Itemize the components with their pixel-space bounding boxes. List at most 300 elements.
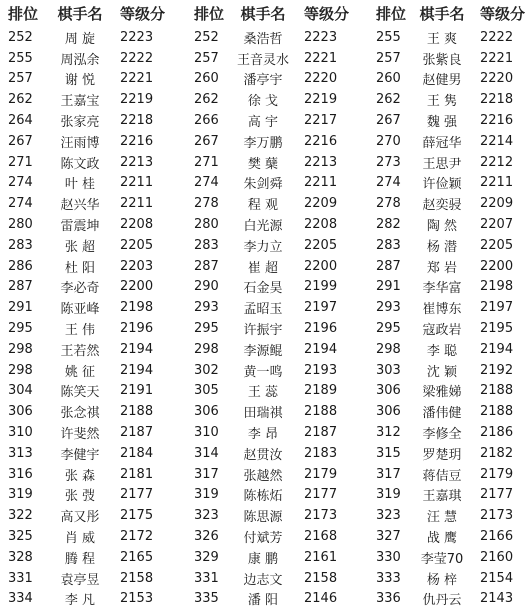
rank-cell: 310	[8, 425, 33, 441]
rating-cell: 2193	[304, 362, 338, 378]
rank-cell: 328	[8, 549, 33, 565]
rating-cell: 2188	[480, 383, 514, 399]
table-row	[370, 256, 532, 277]
table-row	[370, 568, 532, 589]
player-cell: 陈思源	[243, 510, 283, 526]
rating-cell: 2191	[120, 383, 154, 399]
rank-cell: 327	[376, 529, 401, 545]
player-cell: 王 爽	[426, 31, 458, 47]
rating-cell: 2209	[304, 196, 338, 212]
player-cell: 沈 颖	[426, 364, 458, 380]
table-row	[0, 297, 186, 318]
rank-cell: 319	[194, 487, 219, 503]
rating-cell: 2166	[480, 529, 514, 545]
rank-cell: 325	[8, 529, 33, 545]
rank-cell: 255	[8, 50, 33, 66]
table-row	[0, 568, 186, 589]
rating-cell: 2182	[480, 445, 514, 461]
rating-cell: 2165	[120, 549, 154, 565]
rating-cell: 2207	[480, 217, 514, 233]
player-cell: 张越然	[243, 468, 283, 484]
rank-cell: 304	[8, 383, 33, 399]
table-row	[370, 443, 532, 464]
rank-cell: 313	[8, 445, 33, 461]
rating-cell: 2209	[480, 196, 514, 212]
rank-cell: 331	[194, 570, 219, 586]
rank-cell: 319	[376, 487, 401, 503]
rating-cell: 2179	[480, 466, 514, 482]
table-row	[370, 193, 532, 214]
table-row	[186, 110, 370, 131]
table-row	[186, 69, 370, 90]
player-cell: 王 蕊	[247, 385, 279, 401]
rating-cell: 2221	[304, 50, 338, 66]
table-row	[370, 360, 532, 381]
player-cell: 梁雅娣	[422, 385, 462, 401]
rating-cell: 2173	[480, 508, 514, 524]
table-row	[186, 339, 370, 360]
rank-cell: 273	[376, 154, 401, 170]
table-row	[370, 173, 532, 194]
rating-cell: 2196	[120, 321, 154, 337]
player-cell: 周泓余	[60, 52, 100, 68]
rank-cell: 331	[8, 570, 33, 586]
rank-cell: 287	[8, 279, 33, 295]
rank-cell: 298	[376, 341, 401, 357]
rank-cell: 262	[8, 92, 33, 108]
player-cell: 徐 戈	[247, 94, 279, 110]
rating-cell: 2205	[480, 237, 514, 253]
rank-cell: 282	[376, 217, 401, 233]
table-row	[186, 89, 370, 110]
player-cell: 杨 潜	[426, 239, 458, 255]
rank-cell: 317	[194, 466, 219, 482]
table-row	[370, 69, 532, 90]
player-cell: 李力立	[243, 239, 283, 255]
player-cell: 李莹70	[420, 551, 464, 567]
rating-cell: 2211	[304, 175, 338, 191]
table-row	[370, 277, 532, 298]
rating-cell: 2211	[480, 175, 514, 191]
rating-cell: 2222	[480, 29, 514, 45]
rank-cell: 329	[194, 549, 219, 565]
rating-cell: 2197	[480, 300, 514, 316]
rank-cell: 291	[8, 300, 33, 316]
header-rating: 等级分	[304, 5, 350, 23]
table-row	[0, 547, 186, 568]
table-row	[370, 152, 532, 173]
table-row	[370, 381, 532, 402]
player-cell: 陈栋炻	[243, 489, 283, 505]
table-row	[370, 89, 532, 110]
rank-cell: 310	[194, 425, 219, 441]
rating-cell: 2172	[120, 529, 154, 545]
table-row	[186, 443, 370, 464]
rank-cell: 290	[194, 279, 219, 295]
player-cell: 陈笑天	[60, 385, 100, 401]
table-row	[186, 27, 370, 48]
table-row	[0, 131, 186, 152]
table-row	[186, 131, 370, 152]
player-cell: 樊 蘖	[247, 156, 279, 172]
rank-cell: 257	[8, 71, 33, 87]
rank-cell: 291	[376, 279, 401, 295]
player-cell: 李 凡	[64, 593, 96, 609]
rating-cell: 2146	[304, 591, 338, 607]
rank-cell: 302	[194, 362, 219, 378]
rating-cell: 2194	[304, 341, 338, 357]
table-row	[186, 277, 370, 298]
rank-cell: 278	[376, 196, 401, 212]
rank-cell: 334	[8, 591, 33, 607]
player-cell: 李 聪	[426, 343, 458, 359]
rank-cell: 283	[8, 237, 33, 253]
rating-cell: 2203	[120, 258, 154, 274]
rating-cell: 2213	[120, 154, 154, 170]
rating-cell: 2220	[304, 71, 338, 87]
table-row	[370, 131, 532, 152]
table-row	[0, 193, 186, 214]
table-row	[186, 173, 370, 194]
table-row	[0, 27, 186, 48]
rank-cell: 335	[194, 591, 219, 607]
header-row	[186, 0, 370, 27]
rating-cell: 2187	[304, 425, 338, 441]
rank-cell: 312	[376, 425, 401, 441]
player-cell: 赵奕骎	[422, 198, 462, 214]
rank-cell: 306	[8, 404, 33, 420]
rank-cell: 303	[376, 362, 401, 378]
player-cell: 战 鹰	[426, 531, 458, 547]
player-cell: 高又彤	[60, 510, 100, 526]
player-cell: 李万鹏	[243, 135, 283, 151]
table-row	[0, 381, 186, 402]
table-row	[0, 152, 186, 173]
table-row	[186, 193, 370, 214]
table-row	[370, 235, 532, 256]
player-cell: 魏 强	[426, 115, 458, 131]
header-player: 棋手名	[419, 5, 465, 23]
player-cell: 许斐然	[60, 427, 100, 443]
table-row	[0, 464, 186, 485]
rating-cell: 2173	[304, 508, 338, 524]
rating-cell: 2177	[304, 487, 338, 503]
player-cell: 肖 威	[64, 531, 96, 547]
table-row	[0, 401, 186, 422]
table-block-1	[0, 0, 186, 609]
rating-cell: 2183	[304, 445, 338, 461]
rating-cell: 2160	[480, 549, 514, 565]
rank-cell: 270	[376, 133, 401, 149]
rating-cell: 2200	[480, 258, 514, 274]
rank-cell: 295	[376, 321, 401, 337]
rank-cell: 293	[194, 300, 219, 316]
table-row	[0, 173, 186, 194]
player-cell: 桑浩哲	[243, 31, 283, 47]
player-cell: 赵健男	[422, 73, 462, 89]
rank-cell: 298	[8, 341, 33, 357]
player-cell: 白光源	[243, 219, 283, 235]
rank-cell: 271	[194, 154, 219, 170]
rating-cell: 2205	[304, 237, 338, 253]
player-cell: 雷震坤	[60, 219, 100, 235]
player-cell: 赵兴华	[60, 198, 100, 214]
table-row	[0, 505, 186, 526]
header-row	[370, 0, 532, 27]
table-block-3	[370, 0, 532, 609]
player-cell: 王思尹	[422, 156, 462, 172]
rating-cell: 2217	[304, 113, 338, 129]
rank-cell: 283	[376, 237, 401, 253]
rating-cell: 2208	[120, 217, 154, 233]
player-cell: 黄一鸣	[243, 364, 283, 380]
rating-cell: 2216	[120, 133, 154, 149]
rating-cell: 2194	[120, 362, 154, 378]
table-row	[370, 485, 532, 506]
rating-cell: 2199	[304, 279, 338, 295]
player-cell: 王嘉宝	[60, 94, 100, 110]
rank-cell: 286	[8, 258, 33, 274]
player-cell: 王 伟	[64, 323, 96, 339]
table-row	[0, 526, 186, 547]
rating-cell: 2208	[304, 217, 338, 233]
rating-cell: 2194	[480, 341, 514, 357]
table-row	[370, 339, 532, 360]
player-cell: 汪雨博	[60, 135, 100, 151]
player-cell: 腾 程	[64, 551, 96, 567]
player-cell: 袁亭昱	[60, 572, 100, 588]
rating-cell: 2198	[480, 279, 514, 295]
rank-cell: 314	[194, 445, 219, 461]
rating-cell: 2218	[120, 113, 154, 129]
header-rank: 排位	[8, 5, 39, 23]
rating-cell: 2188	[304, 404, 338, 420]
table-row	[370, 318, 532, 339]
rating-cell: 2189	[304, 383, 338, 399]
header-rating: 等级分	[120, 5, 166, 23]
table-row	[0, 339, 186, 360]
table-row	[0, 256, 186, 277]
table-row	[0, 214, 186, 235]
player-cell: 崔博东	[422, 302, 462, 318]
player-cell: 王 隽	[426, 94, 458, 110]
player-cell: 陈文政	[60, 156, 100, 172]
rating-cell: 2223	[304, 29, 338, 45]
rating-cell: 2194	[120, 341, 154, 357]
player-cell: 蒋佶豆	[422, 468, 462, 484]
rank-cell: 271	[8, 154, 33, 170]
rating-cell: 2177	[480, 487, 514, 503]
rating-cell: 2192	[480, 362, 514, 378]
rank-cell: 306	[194, 404, 219, 420]
player-cell: 潘伟健	[422, 406, 462, 422]
rating-cell: 2221	[480, 50, 514, 66]
table-row	[370, 401, 532, 422]
rating-cell: 2218	[480, 92, 514, 108]
table-row	[0, 235, 186, 256]
player-cell: 赵贯汝	[243, 447, 283, 463]
rank-cell: 255	[376, 29, 401, 45]
table-row	[186, 48, 370, 69]
rating-cell: 2143	[480, 591, 514, 607]
rating-cell: 2212	[480, 154, 514, 170]
player-cell: 杨 梓	[426, 572, 458, 588]
player-cell: 李修全	[422, 427, 462, 443]
player-cell: 孟昭玉	[243, 302, 283, 318]
rating-cell: 2181	[120, 466, 154, 482]
player-cell: 潘 阳	[247, 593, 279, 609]
table-row	[186, 485, 370, 506]
table-row	[0, 422, 186, 443]
rating-cell: 2200	[304, 258, 338, 274]
rating-cell: 2197	[304, 300, 338, 316]
table-row	[370, 110, 532, 131]
rating-cell: 2205	[120, 237, 154, 253]
rank-cell: 287	[194, 258, 219, 274]
table-row	[370, 505, 532, 526]
rank-cell: 278	[194, 196, 219, 212]
table-row	[370, 214, 532, 235]
rank-cell: 293	[376, 300, 401, 316]
rating-cell: 2186	[480, 425, 514, 441]
table-row	[186, 401, 370, 422]
rating-cell: 2211	[120, 196, 154, 212]
player-cell: 薛冠华	[422, 135, 462, 151]
rating-cell: 2175	[120, 508, 154, 524]
rank-cell: 322	[8, 508, 33, 524]
table-row	[370, 422, 532, 443]
player-cell: 陶 然	[426, 219, 458, 235]
player-cell: 姚 征	[64, 364, 96, 380]
rating-cell: 2154	[480, 570, 514, 586]
player-cell: 王嘉琪	[422, 489, 462, 505]
rating-cell: 2177	[120, 487, 154, 503]
player-cell: 田瑞祺	[243, 406, 283, 422]
rating-cell: 2214	[480, 133, 514, 149]
rank-cell: 295	[194, 321, 219, 337]
player-cell: 康 鹏	[247, 551, 279, 567]
rank-cell: 274	[194, 175, 219, 191]
rating-cell: 2221	[120, 71, 154, 87]
player-cell: 谢 悦	[64, 73, 96, 89]
table-row	[186, 547, 370, 568]
header-rank: 排位	[194, 5, 225, 23]
rating-cell: 2188	[480, 404, 514, 420]
rank-cell: 323	[194, 508, 219, 524]
rank-cell: 274	[8, 175, 33, 191]
table-row	[186, 505, 370, 526]
rank-cell: 267	[194, 133, 219, 149]
table-row	[370, 547, 532, 568]
player-cell: 杜 阳	[64, 260, 96, 276]
table-row	[0, 277, 186, 298]
table-row	[0, 89, 186, 110]
rank-cell: 260	[194, 71, 219, 87]
rank-cell: 295	[8, 321, 33, 337]
rating-cell: 2158	[120, 570, 154, 586]
rank-cell: 274	[8, 196, 33, 212]
rating-cell: 2196	[304, 321, 338, 337]
table-row	[186, 464, 370, 485]
rank-cell: 306	[376, 404, 401, 420]
table-row	[0, 589, 186, 609]
rank-cell: 336	[376, 591, 401, 607]
player-cell: 李源鲲	[243, 343, 283, 359]
player-cell: 王音灵水	[236, 52, 289, 68]
player-cell: 张 超	[64, 239, 96, 255]
table-block-2	[186, 0, 370, 609]
rank-cell: 315	[376, 445, 401, 461]
table-row	[186, 318, 370, 339]
header-player: 棋手名	[57, 5, 103, 23]
rank-cell: 330	[376, 549, 401, 565]
rank-cell: 316	[8, 466, 33, 482]
rating-cell: 2216	[304, 133, 338, 149]
player-cell: 汪 慧	[426, 510, 458, 526]
table-row	[186, 214, 370, 235]
rank-cell: 257	[194, 50, 219, 66]
rating-cell: 2220	[480, 71, 514, 87]
player-cell: 张 弢	[64, 489, 96, 505]
rating-cell: 2161	[304, 549, 338, 565]
table-row	[370, 27, 532, 48]
rank-cell: 323	[376, 508, 401, 524]
table-row	[370, 48, 532, 69]
header-rating: 等级分	[480, 5, 526, 23]
rating-cell: 2198	[120, 300, 154, 316]
player-cell: 张 森	[64, 468, 96, 484]
table-row	[186, 297, 370, 318]
table-row	[186, 526, 370, 547]
player-cell: 寇政岩	[422, 323, 462, 339]
table-row	[186, 256, 370, 277]
player-cell: 边志文	[243, 572, 283, 588]
player-cell: 李华富	[422, 281, 462, 297]
rank-cell: 266	[194, 113, 219, 129]
rank-cell: 280	[194, 217, 219, 233]
rank-cell: 298	[8, 362, 33, 378]
player-cell: 仇丹云	[422, 593, 462, 609]
rank-cell: 267	[8, 133, 33, 149]
table-row	[186, 381, 370, 402]
table-row	[370, 526, 532, 547]
player-cell: 王若然	[60, 343, 100, 359]
rank-cell: 257	[376, 50, 401, 66]
rank-cell: 262	[194, 92, 219, 108]
rating-cell: 2216	[480, 113, 514, 129]
rating-cell: 2195	[480, 321, 514, 337]
rating-cell: 2158	[304, 570, 338, 586]
table-row	[0, 110, 186, 131]
rating-cell: 2211	[120, 175, 154, 191]
rating-cell: 2184	[120, 445, 154, 461]
rank-cell: 252	[8, 29, 33, 45]
rating-cell: 2222	[120, 50, 154, 66]
table-row	[186, 235, 370, 256]
player-cell: 陈亚峰	[60, 302, 100, 318]
rank-cell: 306	[376, 383, 401, 399]
table-row	[186, 422, 370, 443]
table-row	[0, 69, 186, 90]
rating-cell: 2153	[120, 591, 154, 607]
rating-cell: 2219	[120, 92, 154, 108]
table-row	[0, 485, 186, 506]
rank-cell: 252	[194, 29, 219, 45]
table-row	[186, 589, 370, 609]
player-cell: 付斌芳	[243, 531, 283, 547]
player-cell: 许俭颖	[422, 177, 462, 193]
rank-cell: 262	[376, 92, 401, 108]
